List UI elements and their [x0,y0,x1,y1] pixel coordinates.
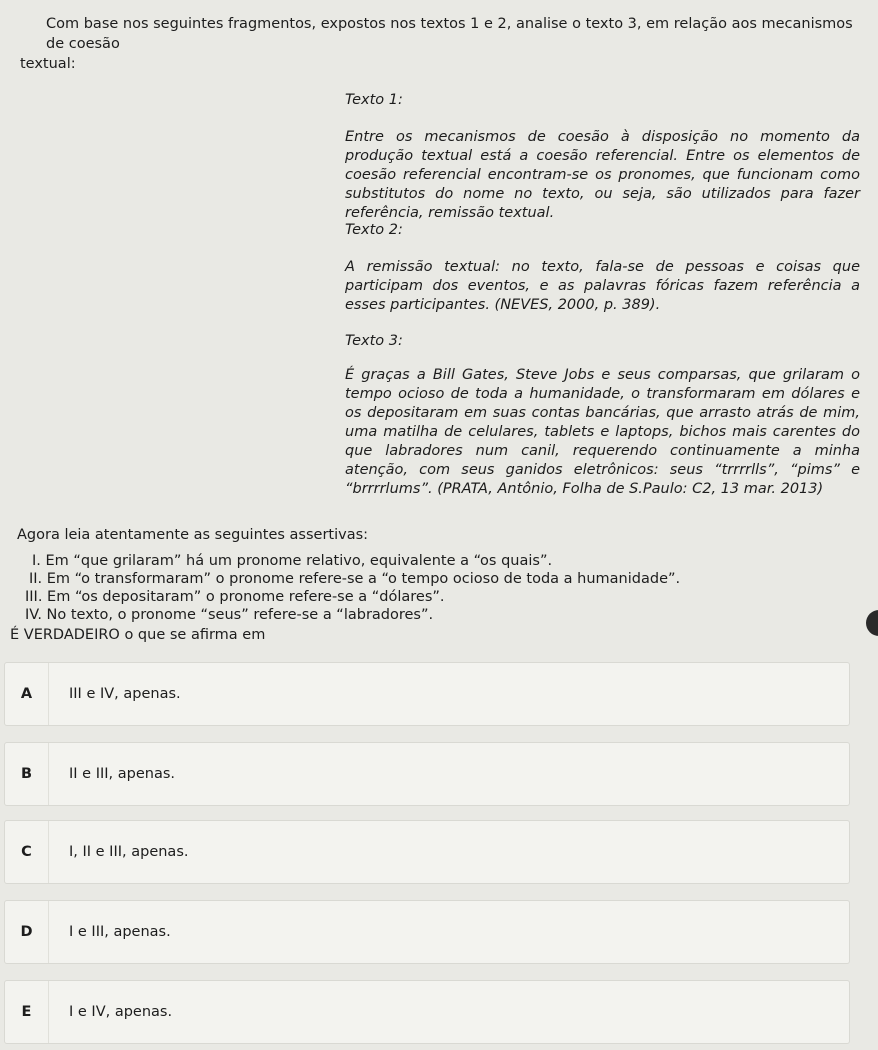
option-text: I e IV, apenas. [69,1004,173,1020]
assertions-list [25,552,865,624]
edge-circle-icon [866,610,878,636]
prompt-line-2: textual: [20,56,76,72]
assertion-iii: III. Em “os depositaram” o pronome refere-se a “dólares”. [25,589,445,605]
option-letter: D [5,901,49,963]
assertion-i: I. Em “que grilaram” há um pronome relativo, equivalente a “os quais”. [32,553,553,569]
text-3-body: É graças a Bill Gates, Steve Jobs e seus comparsas, que grilaram o tempo ocioso de toda a humanidade, o transformaram em dólares e os depositaram em suas contas bancárias, que arrasto atrás de mim, uma matilha de celulares, tablets e laptops, bichos mais carentes do que labradores num canil, requerendo continuamente a minha atenção, com seus ganidos eletrônicos: seus “trrrrlls”, “pims” e “brrrrlums”. (PRATA, Antônio, Folha de S.Paulo: C2, 13 mar. 2013) [345,367,860,497]
option-a[interactable] [4,662,850,726]
option-letter: B [5,743,49,805]
option-text: I e III, apenas. [69,924,171,940]
option-letter: C [5,821,49,883]
option-text: III e IV, apenas. [69,686,181,702]
option-e[interactable] [4,980,850,1044]
option-text: I, II e III, apenas. [69,844,189,860]
option-d[interactable] [4,900,850,964]
text-2-body: A remissão textual: no texto, fala-se de pessoas e coisas que participam dos eventos, e as palavras fóricas fazem referência a esses participantes. (NEVES, 2000, p. 389). [345,259,860,313]
text-1-title: Texto 1: [345,92,403,108]
assertion-ii: II. Em “o transformaram” o pronome refere-se a “o tempo ocioso de toda a humanidade”. [29,571,681,587]
text-2-title: Texto 2: [345,222,403,238]
question-text: É VERDADEIRO o que se afirma em [10,627,266,643]
assertion-iv: IV. No texto, o pronome “seus” refere-se a “labradores”. [25,607,434,623]
question-prompt [20,14,870,74]
option-text: II e III, apenas. [69,766,175,782]
option-b[interactable] [4,742,850,806]
text-3-title: Texto 3: [345,333,403,349]
text-1-body: Entre os mecanismos de coesão à disposição no momento da produção textual está a coesão referencial. Entre os elementos de coesão referencial encontram-se os pronomes, que funcionam como substitutos do nome no texto, ou seja, são utilizados para fazer referência, remissão textual. [345,129,860,221]
prompt-line-1: Com base nos seguintes fragmentos, expostos nos textos 1 e 2, analise o texto 3, em relação aos mecanismos de coesão [46,16,853,52]
option-c[interactable] [4,820,850,884]
option-letter: A [5,663,49,725]
option-letter: E [5,981,49,1043]
instruction-text: Agora leia atentamente as seguintes assertivas: [17,527,369,543]
